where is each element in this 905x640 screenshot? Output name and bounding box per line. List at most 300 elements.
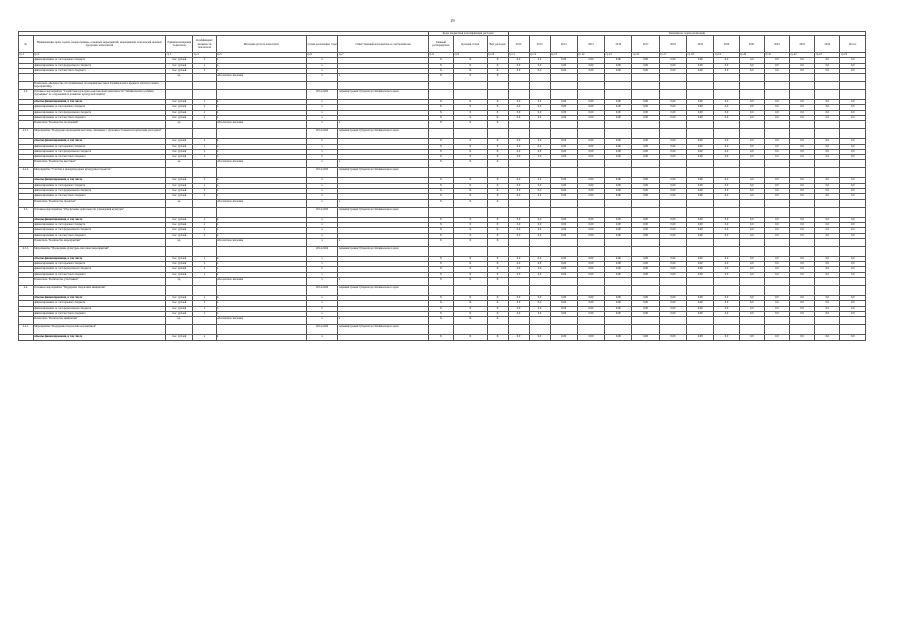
cell-cs: Х <box>453 335 487 340</box>
column-header: 2017 <box>632 36 659 53</box>
cell-method: х <box>216 115 306 120</box>
cell-year-value: 0,00 <box>577 301 604 306</box>
cell-vr: Х <box>487 296 508 301</box>
cell-unit: тыс. рублей <box>166 58 193 63</box>
cell-cs <box>453 207 487 217</box>
cell-year-value: 0,00 <box>605 149 632 154</box>
indicator-row <box>19 278 866 286</box>
cell-year-value <box>764 317 789 325</box>
cell-year-value <box>687 325 714 335</box>
column-index: гр.5 <box>216 53 306 58</box>
cell-year-value: 0,00 <box>550 58 577 63</box>
cell-year-value: 0,0 <box>764 335 789 340</box>
cell-year-value: 0,00 <box>632 233 659 238</box>
cell-year-value: 0,0 <box>790 58 815 63</box>
cell-method: х <box>216 256 306 261</box>
cell-year-value <box>529 168 550 178</box>
cell-year-value <box>577 317 604 325</box>
cell-unit: тыс. рублей <box>166 194 193 199</box>
cell-vr: Х <box>487 262 508 267</box>
cell-year-value: 0,0 <box>815 110 840 115</box>
cell-year-value <box>550 168 577 178</box>
cell-year-value <box>632 82 659 90</box>
cell-name: Показатель "Количество выставок" <box>33 160 165 168</box>
cell-num <box>19 199 34 207</box>
cell-year-value: 0,0 <box>790 222 815 227</box>
cell-year-value <box>605 317 632 325</box>
column-header: 2020 <box>714 36 739 53</box>
cell-term <box>306 82 338 90</box>
cell-year-value <box>687 74 714 82</box>
column-index: гр.24 <box>840 53 866 58</box>
cell-year-value <box>739 199 764 207</box>
cell-year-value: 0,00 <box>632 267 659 272</box>
cell-year-value: 0,0 <box>815 267 840 272</box>
cell-term: 2014-2024 <box>306 90 338 100</box>
cell-method: х <box>216 189 306 194</box>
cell-year-value: 0,00 <box>687 256 714 261</box>
cell-method: х <box>216 335 306 340</box>
cell-year-value: 0,0 <box>529 311 550 316</box>
cell-year-value: 0,0 <box>815 228 840 233</box>
column-header: № <box>19 36 34 53</box>
cell-year-value <box>714 129 739 139</box>
cell-method: х <box>216 139 306 144</box>
column-header: Коэффициент значимости показателя <box>193 36 216 53</box>
cell-num <box>19 238 34 246</box>
cell-year-value: 0,00 <box>659 183 686 188</box>
cell-year-value: 0,0 <box>529 262 550 267</box>
cell-year-value: 0,0 <box>764 58 789 63</box>
cell-year-value: 0,0 <box>790 68 815 73</box>
cell-year-value: 0,0 <box>529 228 550 233</box>
cell-year-value: 0,00 <box>632 149 659 154</box>
cell-vr <box>487 325 508 335</box>
cell-name: объемы финансирования, в том числе <box>33 217 165 222</box>
cell-cs: Х <box>453 199 487 207</box>
cell-year-value: 0,0 <box>840 183 866 188</box>
cell-year-value: 0,0 <box>714 68 739 73</box>
cell-method: х <box>216 222 306 227</box>
cell-year-value: 0,00 <box>577 149 604 154</box>
cell-year-value: 0,00 <box>577 272 604 277</box>
cell-year-value <box>550 129 577 139</box>
cell-year-value: 0,00 <box>659 155 686 160</box>
cell-year-value: 0,00 <box>659 233 686 238</box>
cell-name: финансирование за счет федерального бюджета <box>33 110 165 115</box>
cell-unit: тыс. рублей <box>166 301 193 306</box>
cell-year-value: 0,00 <box>687 139 714 144</box>
cell-term: х <box>306 194 338 199</box>
cell-year-value: 0,0 <box>840 189 866 194</box>
column-header: 2015 <box>577 36 604 53</box>
cell-unit <box>166 207 193 217</box>
measure-row <box>19 129 866 139</box>
cell-unit: тыс. рублей <box>166 267 193 272</box>
cell-year-value: 0,00 <box>550 306 577 311</box>
cell-num: 4.2.2. <box>19 168 34 178</box>
cell-year-value: 0,00 <box>577 189 604 194</box>
cell-cs: Х <box>453 267 487 272</box>
cell-vr: Х <box>487 139 508 144</box>
cell-year-value: 0,0 <box>815 149 840 154</box>
cell-year-value: 0,0 <box>529 178 550 183</box>
cell-year-value: 0,00 <box>687 144 714 149</box>
column-header: 2018 <box>659 36 686 53</box>
cell-year-value <box>764 74 789 82</box>
cell-year-value: 0,0 <box>764 233 789 238</box>
cell-year-value: 0,0 <box>815 194 840 199</box>
cell-year-value: 0,00 <box>577 222 604 227</box>
cell-year-value <box>714 246 739 256</box>
cell-term: х <box>306 178 338 183</box>
cell-year-value <box>714 82 739 90</box>
cell-cs: Х <box>453 217 487 222</box>
cell-year-value: 0,0 <box>714 217 739 222</box>
cell-year-value: 0,0 <box>508 335 529 340</box>
cell-year-value <box>739 278 764 286</box>
column-index: гр.1 <box>19 53 34 58</box>
column-header: 2021 <box>739 36 764 53</box>
cell-year-value <box>764 278 789 286</box>
cell-k: х <box>193 139 216 144</box>
cell-year-value: 0,0 <box>529 183 550 188</box>
measure-row <box>19 168 866 178</box>
cell-unit <box>166 90 193 100</box>
cell-year-value: 0,00 <box>687 311 714 316</box>
cell-year-value: 0,0 <box>840 68 866 73</box>
cell-term: х <box>306 296 338 301</box>
cell-year-value: 0,0 <box>714 58 739 63</box>
cell-unit: тыс. рублей <box>166 222 193 227</box>
cell-term: х <box>306 217 338 222</box>
cell-year-value <box>508 207 529 217</box>
cell-year-value: 0,00 <box>632 194 659 199</box>
cell-year-value <box>577 82 604 90</box>
cell-year-value: 0,00 <box>687 155 714 160</box>
cell-vr <box>487 82 508 90</box>
cell-year-value: 0,0 <box>840 233 866 238</box>
cell-year-value: 0,0 <box>840 155 866 160</box>
cell-name: Мероприятие "Проведение культурно-массовых мероприятий" <box>33 246 165 256</box>
cell-year-value: 0,0 <box>739 115 764 120</box>
cell-year-value <box>714 278 739 286</box>
cell-k <box>193 168 216 178</box>
cell-year-value <box>790 199 815 207</box>
cell-year-value: 0,0 <box>790 272 815 277</box>
cell-year-value <box>739 238 764 246</box>
cell-year-value: 0,00 <box>687 105 714 110</box>
cell-vr: Х <box>487 100 508 105</box>
cell-term: х <box>306 233 338 238</box>
cell-resp: Администрация Губернатора Забайкальского края <box>338 207 428 217</box>
cell-cs <box>453 286 487 296</box>
cell-year-value <box>577 90 604 100</box>
cell-year-value <box>790 286 815 296</box>
cell-year-value: 0,0 <box>815 301 840 306</box>
cell-year-value: 0,0 <box>790 155 815 160</box>
cell-year-value: 0,0 <box>790 178 815 183</box>
cell-year-value <box>605 199 632 207</box>
cell-year-value: 0,0 <box>529 217 550 222</box>
cell-year-value: 0,00 <box>550 100 577 105</box>
cell-year-value: 0,00 <box>605 58 632 63</box>
cell-cs: Х <box>453 278 487 286</box>
cell-year-value <box>508 90 529 100</box>
cell-name: финансирование за счет краевого бюджета <box>33 222 165 227</box>
cell-k: х <box>193 183 216 188</box>
cell-vr: Х <box>487 267 508 272</box>
cell-vr: Х <box>487 233 508 238</box>
cell-name: финансирование за счет федерального бюджета <box>33 189 165 194</box>
cell-year-value: 0,0 <box>529 68 550 73</box>
cell-term: х <box>306 301 338 306</box>
cell-year-value <box>687 207 714 217</box>
cell-year-value: 0,00 <box>632 301 659 306</box>
cell-unit: ед. <box>166 199 193 207</box>
cell-year-value: 0,0 <box>815 272 840 277</box>
cell-year-value: 0,0 <box>790 217 815 222</box>
cell-year-value: 0,00 <box>577 267 604 272</box>
cell-name: финансирование за счет местного бюджета <box>33 115 165 120</box>
cell-year-value: 0,0 <box>508 183 529 188</box>
cell-year-value: 0,0 <box>739 256 764 261</box>
cell-year-value: 0,0 <box>739 155 764 160</box>
cell-year-value <box>508 160 529 168</box>
cell-term: х <box>306 115 338 120</box>
cell-k: х <box>193 272 216 277</box>
cell-k: х <box>193 155 216 160</box>
cell-year-value <box>815 207 840 217</box>
cell-year-value <box>659 74 686 82</box>
cell-year-value: 0,0 <box>840 58 866 63</box>
cell-resp: Администрация Губернатора Забайкальского края <box>338 286 428 296</box>
cell-cs <box>453 82 487 90</box>
cell-year-value: 0,00 <box>659 149 686 154</box>
cell-year-value <box>529 286 550 296</box>
cell-year-value <box>632 325 659 335</box>
cell-year-value: 0,0 <box>529 144 550 149</box>
indicator-row <box>19 317 866 325</box>
cell-year-value: 0,0 <box>815 100 840 105</box>
cell-year-value <box>714 199 739 207</box>
cell-year-value: 0,0 <box>840 301 866 306</box>
cell-year-value: 0,0 <box>508 178 529 183</box>
cell-year-value: 0,0 <box>739 296 764 301</box>
cell-year-value: 0,0 <box>790 267 815 272</box>
cell-year-value <box>739 246 764 256</box>
cell-year-value <box>840 278 866 286</box>
cell-vr: Х <box>487 144 508 149</box>
cell-year-value: 0,00 <box>577 183 604 188</box>
cell-year-value: 0,0 <box>764 194 789 199</box>
cell-year-value: 0,0 <box>508 228 529 233</box>
column-index: гр.22 <box>790 53 815 58</box>
cell-year-value <box>550 286 577 296</box>
cell-vr: Х <box>487 311 508 316</box>
cell-name: финансирование за счет федерального бюджета <box>33 267 165 272</box>
indicator-row <box>19 160 866 168</box>
cell-year-value: 0,0 <box>790 144 815 149</box>
cell-method: Абсолютное значение <box>216 121 306 129</box>
cell-year-value: 0,00 <box>659 222 686 227</box>
cell-year-value: 0,00 <box>659 178 686 183</box>
cell-year-value: 0,0 <box>529 155 550 160</box>
cell-year-value <box>764 286 789 296</box>
cell-year-value <box>815 286 840 296</box>
cell-year-value: 0,0 <box>764 267 789 272</box>
cell-k: х <box>193 262 216 267</box>
cell-year-value <box>790 82 815 90</box>
cell-method: х <box>216 68 306 73</box>
cell-term: х <box>306 68 338 73</box>
cell-cs <box>453 168 487 178</box>
cell-year-value: 0,0 <box>764 144 789 149</box>
cell-method: х <box>216 311 306 316</box>
cell-year-value: 0,00 <box>550 189 577 194</box>
cell-method: х <box>216 183 306 188</box>
cell-year-value <box>632 286 659 296</box>
cell-name: финансирование за счет краевого бюджета <box>33 183 165 188</box>
cell-year-value: 0,0 <box>790 194 815 199</box>
cell-gr: Х <box>428 58 453 63</box>
cell-year-value: 0,0 <box>529 149 550 154</box>
cell-cs: Х <box>453 301 487 306</box>
cell-year-value: 0,00 <box>605 110 632 115</box>
cell-year-value <box>739 160 764 168</box>
cell-year-value: 0,0 <box>739 301 764 306</box>
cell-gr: Х <box>428 160 453 168</box>
cell-year-value: 0,0 <box>764 256 789 261</box>
table-body <box>19 58 866 340</box>
cell-year-value <box>815 121 840 129</box>
cell-unit: тыс. рублей <box>166 105 193 110</box>
cell-year-value: 0,00 <box>605 217 632 222</box>
cell-year-value: 0,0 <box>840 115 866 120</box>
cell-year-value: 0,00 <box>577 139 604 144</box>
cell-year-value <box>815 160 840 168</box>
cell-year-value: 0,0 <box>764 63 789 68</box>
cell-year-value: 0,00 <box>632 217 659 222</box>
column-index: гр.18 <box>687 53 714 58</box>
cell-year-value: 0,0 <box>714 311 739 316</box>
cell-year-value <box>632 246 659 256</box>
cell-vr <box>487 129 508 139</box>
cell-year-value <box>739 286 764 296</box>
cell-gr: Х <box>428 149 453 154</box>
cell-year-value: 0,00 <box>632 228 659 233</box>
cell-year-value <box>687 278 714 286</box>
cell-cs: Х <box>453 262 487 267</box>
cell-term: 2014-2024 <box>306 325 338 335</box>
cell-term: х <box>306 222 338 227</box>
indicator-row <box>19 121 866 129</box>
cell-name: финансирование за счет местного бюджета <box>33 233 165 238</box>
cell-vr: Х <box>487 178 508 183</box>
cell-k: х <box>193 222 216 227</box>
cell-year-value <box>508 246 529 256</box>
cell-resp: Администрация Губернатора Забайкальского края <box>338 246 428 256</box>
cell-year-value: 0,00 <box>687 183 714 188</box>
cell-year-value: 0,0 <box>790 311 815 316</box>
cell-term: х <box>306 155 338 160</box>
cell-year-value: 0,00 <box>687 228 714 233</box>
cell-vr: Х <box>487 317 508 325</box>
cell-year-value: 0,0 <box>764 301 789 306</box>
cell-name: Показатель "Количество инициатив" <box>33 317 165 325</box>
cell-year-value: 0,00 <box>550 296 577 301</box>
cell-year-value: 0,00 <box>577 194 604 199</box>
cell-resp: х <box>338 74 428 82</box>
cell-cs: Х <box>453 105 487 110</box>
cell-year-value: 0,0 <box>764 68 789 73</box>
cell-year-value: 0,00 <box>659 115 686 120</box>
cell-num <box>19 74 34 82</box>
page-number: 29 <box>450 18 455 23</box>
cell-vr: Х <box>487 278 508 286</box>
cell-year-value <box>790 246 815 256</box>
cell-year-value: 0,0 <box>508 149 529 154</box>
cell-year-value <box>840 207 866 217</box>
cell-year-value <box>840 325 866 335</box>
cell-year-value: 0,00 <box>632 100 659 105</box>
cell-year-value: 0,0 <box>714 139 739 144</box>
cell-year-value <box>550 74 577 82</box>
cell-term: х <box>306 63 338 68</box>
cell-year-value <box>550 278 577 286</box>
cell-year-value: 0,0 <box>714 63 739 68</box>
cell-year-value <box>632 317 659 325</box>
cell-year-value: 0,00 <box>605 228 632 233</box>
cell-k <box>193 325 216 335</box>
cell-name: объемы финансирования, в том числе <box>33 139 165 144</box>
cell-vr: Х <box>487 63 508 68</box>
cell-cs: Х <box>453 100 487 105</box>
cell-year-value <box>550 207 577 217</box>
cell-num <box>19 317 34 325</box>
cell-year-value: 0,00 <box>577 178 604 183</box>
cell-year-value <box>739 90 764 100</box>
cell-year-value: 0,0 <box>529 63 550 68</box>
cell-resp: х <box>338 238 428 246</box>
cell-year-value <box>550 90 577 100</box>
cell-year-value: 0,00 <box>550 272 577 277</box>
cell-year-value: 0,0 <box>739 272 764 277</box>
cell-year-value <box>840 129 866 139</box>
cell-gr: Х <box>428 139 453 144</box>
cell-year-value <box>840 168 866 178</box>
cell-year-value: 0,0 <box>790 149 815 154</box>
cell-year-value: 0,00 <box>577 296 604 301</box>
cell-year-value: 0,0 <box>508 155 529 160</box>
cell-year-value <box>577 286 604 296</box>
cell-year-value: 0,0 <box>840 256 866 261</box>
cell-year-value: 0,0 <box>529 267 550 272</box>
cell-year-value <box>508 238 529 246</box>
cell-year-value: 0,0 <box>840 296 866 301</box>
cell-method <box>216 168 306 178</box>
cell-year-value: 0,0 <box>714 110 739 115</box>
cell-year-value: 0,0 <box>714 155 739 160</box>
cell-year-value: 0,0 <box>764 105 789 110</box>
cell-year-value: 0,00 <box>659 110 686 115</box>
cell-year-value <box>739 325 764 335</box>
cell-year-value: 0,00 <box>659 306 686 311</box>
cell-k: х <box>193 189 216 194</box>
cell-unit <box>166 325 193 335</box>
cell-year-value: 0,0 <box>508 267 529 272</box>
cell-year-value: 0,00 <box>550 139 577 144</box>
